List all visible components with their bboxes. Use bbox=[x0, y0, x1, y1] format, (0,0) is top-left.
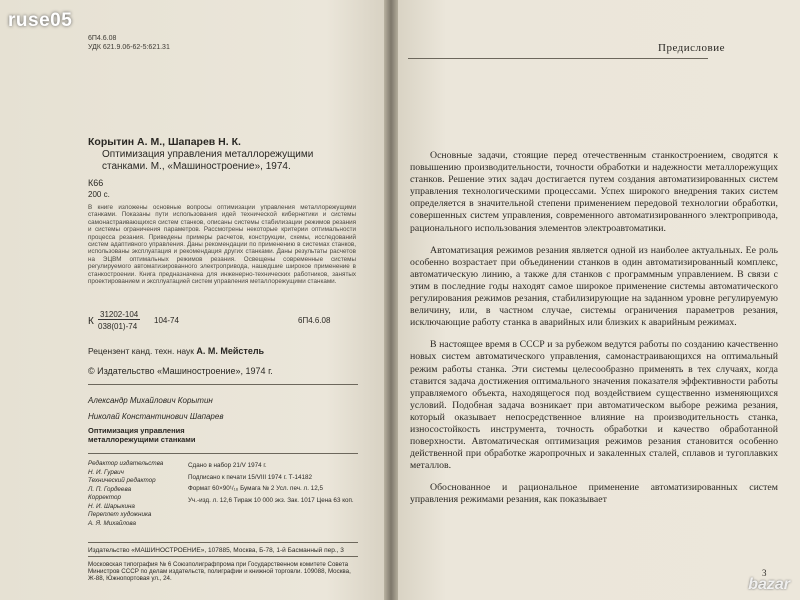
paragraph: Автоматизация режимов резания является одной из наиболее актуальных. Ее роль особенно возрастает при объединении станков в один автоматизированный комплекс, автоматическую линию, а также для станков с программным управлением. В связи с этим в последние годы находят самое широкое применение системы автоматического регулирования режимов резания, стабилизирующие на заданном уровне регулируемую величину, или, в частном случае, системы ограничения параметров резания, исключающие работу станка в аварийных или близких к аварийным режимах. bbox=[410, 244, 778, 329]
catalog-author-line: Корытин А. М., Шапарев Н. К. bbox=[88, 136, 241, 148]
divider bbox=[88, 542, 358, 543]
paragraph: В настоящее время в СССР и за рубежом ведутся работы по созданию качественно новых систем автоматического управления, самонастраивающихся на оптимальный режим работы станка. Эти системы целесообразно применять в тех случаях, когда ставится задача достижения оптимального значения показателя эффективности работы управляемого объекта, находящегося под воздействием существенно изменяющихся условий. Подобная задача возникает при автоматическом выборе режима резания, который оказывает непосредственное влияние на производительность станка, износостойкость инструмента, точность обработки и качество обработанной поверхности. Автоматическая оптимизация режимов резания становится особенно действенной при обработке жаропрочных и закаленных сталей, сплавов и тугоплавких металлов. bbox=[410, 339, 778, 472]
copyright: © Издательство «Машиностроение», 1974 г. bbox=[88, 366, 273, 376]
code-year: 104-74 bbox=[154, 316, 179, 325]
reviewer-name: А. М. Мейстель bbox=[196, 346, 265, 356]
paragraph: Обоснованное и рациональное применение автоматизированных систем управления режимами резания, как показывает bbox=[410, 482, 778, 506]
full-title-1: Оптимизация управления bbox=[88, 426, 185, 435]
right-page bbox=[398, 0, 800, 600]
divider bbox=[88, 384, 358, 385]
typography-info: Московская типография № 6 Союзполиграфпрома при Государственном комитете Совета Министров СССР по делам издательств, полиграфии и книжной торговли. 109088, Москва, Ж-88, Южнопортовая ул., 24. bbox=[88, 561, 351, 583]
publisher: Издательство «МАШИНОСТРОЕНИЕ», 107885, Москва, Б-78, 1-й Басманный пер., 3 bbox=[88, 547, 344, 554]
udk-line: УДК 621.9.06-62-5:621.31 bbox=[88, 44, 170, 51]
code-numerator: 31202-104 bbox=[100, 310, 139, 319]
staff-list: Редактор издательства Н. И. Гурвич Технический редактор Л. П. Гордеева Корректор Н. И. Шарыкина Переплет художника А. Я. Михайлова bbox=[88, 460, 164, 527]
author-full-1: Александр Михайлович Корытин bbox=[88, 396, 213, 405]
print-info: Сдано в набор 21/V 1974 г. Подписано к печати 15/VIII 1974 г. Т-14182 Формат 60×90¹/₁₆ Бумага № 2 Усл. печ. л. 12,5 Уч.-изд. л. 12,6 Тираж 10 000 экз. Зак. 1017 Цена 63 коп. bbox=[188, 462, 354, 504]
full-authors bbox=[88, 393, 224, 425]
reviewer-label: Рецензент канд. техн. наук bbox=[88, 346, 195, 356]
abstract-text: В книге изложены основные вопросы оптимизации управления металлорежущими станками. Показаны пути использования идей технической кибернетики и системы самонастраивающихся систем станков, описаны системы стабилизации режимов резания и системы ограничения параметров. Рассмотрены некоторые критерии оптимальности процесса резания. Приведены примеры расчетов, конструкции, схемы, исследований систем адаптивного управления. Даны рекомендации по применению в системах станков, использованы эксплуатация и рекомендация других станками. Даны результаты расчетов на ЭЦВМ оптимальных режимов резания. Освещены современные системы регулируемого автоматизированного электропривода, нашедшие широкое применение в станкостроении. Книга предназначена для инженерно-технических работников, занятых проектированием и эксплуатацией систем управления металлорежущими станками. bbox=[88, 204, 356, 286]
full-title bbox=[88, 426, 195, 444]
udk-code: 6П4.6.08 bbox=[88, 35, 117, 42]
divider bbox=[88, 556, 358, 557]
catalog-index: К66 bbox=[88, 178, 104, 188]
left-page: 6П4.6.08 УДК 621.9.06-62-5:621.31 Корытин А. М., Шапарев Н. К. Оптимизация управления металлорежущими станками. М., «Машиностроение», 1974. К66 200 с. В книге изложены основные вопросы оптимизации управления металлорежущими станками. Показаны пути использования идей технической кибернетики и системы самонастраивающихся систем станков, описаны системы стабилизации режимов резания и системы ограничения параметров. Рассмотрены некоторые критерии оптимальности процесса резания. Приведены примеры расчетов, конструкции, схемы, исследований систем адаптивного управления. Даны рекомендации по применению в системах станков, использованы эксплуатация и рекомендация других станками. Даны результаты расчетов на ЭЦВМ оптимальных режимов резания. Освещены современные системы регулируемого автоматизированного электропривода, нашедшие широкое применение в станкостроении. Книга предназначена для инженерно-технических работников, занятых проектированием и эксплуатацией систем управления металлорежущими станками. К 31202-104 038(01)-74 104-74 6П4.6.08 Рецензент канд. техн. наук А. М. Мейстель © Издательство «Машиностроение», 1974 г. Александр Михайлович Корытин Николай Константинович Шапарев Оптимизация управления металлорежущими станками Редактор издательства Н. И. Гурвич Технический редактор Л. П. Гордеева Корректор Н. И. Шарыкина Переплет художника А. Я. Михайлова Сдано в набор 21/V 1974 г. Подписано к печати 15/VIII 1974 г. Т-14182 Формат 60×90¹/₁₆ Бумага № 2 Усл. печ. л. 12,5 Уч.-изд. л. 12,6 Тираж 10 000 экз. Зак. 1017 Цена 63 коп. Издательство «МАШИНОСТРОЕНИЕ», 107885, Москва, Б-78, 1-й Басманный пер., 3 Московская типография № 6 Союзполиграфпрома при Государственном комитете Совета Министров СССР по делам издательств, полиграфии и книжной торговли. 109088, Москва, Ж-88, Южнопортовая ул., 24. bbox=[0, 0, 384, 600]
catalog-title: Оптимизация управления металлорежущими станками. М., «Машиностроение», 1974. bbox=[102, 149, 314, 172]
body-text bbox=[410, 150, 778, 517]
code-right: 6П4.6.08 bbox=[298, 316, 331, 325]
paragraph: Основные задачи, стоящие перед отечественным станкостроением, сводятся к повышению производительности, точности обработки и надежности металлорежущих станков. Решение этих задач достигается путем создания автоматизированных систем управления технологическими процессами. Успех широкого внедрения таких систем определяется в значительной степени применением передовой технологии обработки, совершенных систем управления, современного автоматизированного электропривода, рационального использования элементов электроавтоматики. bbox=[410, 150, 778, 234]
section-title: Предисловие bbox=[658, 42, 725, 54]
page-number: 3 bbox=[762, 568, 767, 578]
reviewer bbox=[88, 346, 264, 356]
book-gutter bbox=[384, 0, 398, 600]
watermark-logo: ruse05 bbox=[8, 10, 73, 31]
author-full-2: Николай Константинович Шапарев bbox=[88, 412, 224, 421]
bazar-logo: bazar bbox=[748, 576, 790, 593]
header-rule bbox=[408, 58, 708, 59]
page-count: 200 с. bbox=[88, 190, 110, 199]
udk-block bbox=[88, 34, 170, 52]
divider bbox=[88, 453, 358, 454]
full-title-2: металлорежущими станками bbox=[88, 435, 196, 444]
code-denominator: 038(01)-74 bbox=[98, 322, 138, 331]
